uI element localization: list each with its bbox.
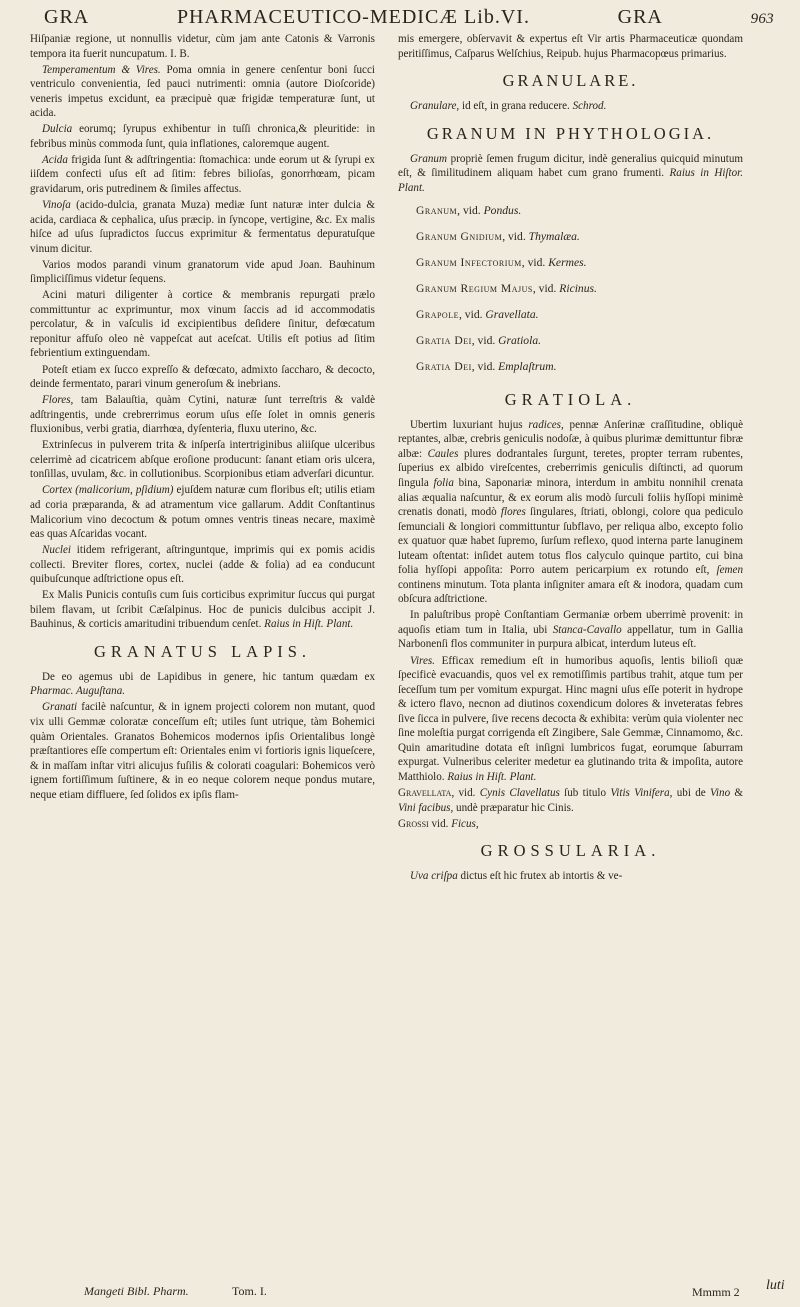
running-title: PHARMACEUTICO-MEDICÆ Lib.VI.: [176, 6, 530, 28]
section-heading-granatus-lapis: GRANATUS LAPIS.: [93, 641, 312, 661]
running-header: [44, 6, 774, 34]
cross-reference: Gratia Dei, vid. Gratiola.: [416, 334, 542, 348]
paragraph: Temperamentum & Vires. Poma omnia in genere cenſentur boni ſucci ventriculo convenientia, ſed pauci nutrimenti: omnia (autore Dioſcoride) veneris impetus excidunt, ea præcipuè quæ frigidæ temperaturæ ſunt, ut acida.: [30, 63, 375, 120]
right-column: [398, 32, 743, 1294]
section-heading-granulare: GRANULARE.: [502, 71, 639, 91]
paragraph: Nuclei itidem refrigerant, aſtringuntque, imprimis qui ex pomis acidis collecti. Breviter flores, cortex, nuclei (adde & folia) ad ea conducunt quibuſcunque adſtrictione opus eſt.: [30, 544, 375, 586]
running-head-right: GRA: [617, 6, 663, 28]
section-heading-grossularia: GROSSULARIA.: [480, 841, 661, 861]
paragraph: Flores, tam Balauſtia, quàm Cytini, naturæ ſunt terreſtris & valdè adſtringentis, unde crebrerrimus eorum uſus eſſe ſolet in omnis generis fluxionibus, verbi gratia, diarrhœa, dyſenteria, fluxu uterino, &c.: [30, 394, 375, 436]
paragraph: Ubertim luxuriant hujus radices, pennæ Anſerinæ craſſitudine, obliquè reptantes, albæ, crebris geniculis nodoſæ, à quibus plurimæ demittuntur fibræ albæ: Caules plures dodrantales ſurgunt, teretes, propter terram rubentes, ſuperius ex albido vireſcentes, creberrimis geniculis diſtincti, ad quorum ſingula folia bina, Saponariæ minora, interdum in ambitu nonnihil crenata alias æqualia naſcuntur, & ex eorum alis modò ſurculi foliis hyſſopi minimè crenatis donati, modò flores ſingulares, ſtriati, oblongi, colore qua pediculo ſemunciali & longiori committuntur ſubflavo, per reliqua albo, excepto folio ex quatuor quæ habet ſupremo, ſurſum reflexo, quod interna parte lanuginem luteam oſtentat: inſidet autem totus flos calyculo quinque partito, cui bina folia hyſſopi appoſita: Porro autem pericarpium ex rotundo eſt, ſemen continens minutum. Tota planta inſigniter amara eſt & inodora, quadam cum obſcura adſtrictione.: [398, 418, 743, 606]
paragraph: Ex Malis Punicis contuſis cum ſuis corticibus exprimitur ſuccus qui purgat bilem flavam, ut ſcribit Cæſalpinus. Hoc de punicis dulcibus accipit J. Bauhinus, & corticis amaritudini tribuendum cenſet. Raius in Hiſt. Plant.: [30, 589, 375, 631]
paragraph: Granati facilè naſcuntur, & in ignem projecti colorem non mutant, quod vix ulli Gemmæ coloratæ conceſſum eſt; utiles ſunt utrique, tàm Bohemici quàm Orientales. Granatos Bohemicos modernos ipſis Orientalibus longè præſtantiores eſſe compertum eſt: Orientales enim vi fortioris ignis liqueſcere, & in maſſam inſtar vitri alicujus fuſilis & colorati coagulari: Bohemicos verò ignem fortiſſimum ſuſtinere, & in eo neque colorem neque pondus mutare, neque etiam diffluere, ſed ſolidos ex ipſis flam-: [30, 701, 375, 801]
paragraph: Dulcia eorumq; ſyrupus exhibentur in tuſſi chronica,& pleuritide: in febribus minùs commoda ſunt, quia inflationes, caloremque augent.: [30, 123, 375, 150]
paragraph: Vires. Efficax remedium eſt in humoribus aquoſis, lentis bilioſi quæ ſpecificè evacuandis, quos vel ex remotiſſimis partibus trahit, atque tum per ſeceſſum tum per vomitum expurgat. Hinc magni uſus eſſe poterit in hydrope & ictero flavo, necnon ad diutinos coxendicum dolores & inveteratas febres ſive ſicca in pulvere, ſive recens decocta & exhibita: verùm quia violenter nec ſine moleſtia purgat corrigenda eſt Zingibere, Sale Gemmæ, Cinnamomo, &c. Quin amaritudine dotata eſt inſigni lumbricos fugat, eorumque ſaburram expurgat. Vulneribus celeriter medetur ea glutinando trita & impoſita, autore Matthiolo. Raius in Hiſt. Plant.: [398, 654, 743, 783]
paragraph: Uva criſpa dictus eſt hic frutex ab intortis & ve-: [410, 870, 623, 883]
signature-mark: Mmmm 2: [692, 1285, 740, 1299]
paragraph: Vinoſa (acido-dulcia, granata Muza) mediæ ſunt naturæ inter dulcia & acida, cardiaca & cephalica, uſus præcip. in ſyncope, vertigine, &c. Ex malis hiſce ad uſus ſupradictos ſuccus exprimitur & fermentatus depuratuſque vinum dicitur.: [30, 199, 375, 255]
page-number: 963: [750, 11, 774, 27]
paragraph: Acida frigida ſunt & adſtringentia: ſtomachica: unde eorum ut & ſyrupi ex iiſdem confecti uſus eſt ad ſitim: febres bilioſas, gonorrhœam, picam gravidarum, oris putredinem & ſimiles affectus.: [30, 153, 375, 195]
paragraph: Gravellata, vid. Cynis Clavellatus ſub titulo Vitis Vinifera, ubi de Vino & Vini facibus, undè præparatur hic Cinis.: [398, 786, 743, 814]
section-heading-gratiola: GRATIOLA.: [504, 389, 637, 409]
tome-mark: Tom. I.: [232, 1284, 267, 1298]
paragraph: Varios modos parandi vinum granatorum vide apud Joan. Bauhinum ſimpliciſſimus videtur ſequens.: [30, 258, 375, 286]
paragraph: De eo agemus ubi de Lapidibus in genere, hic tantum quædam ex Pharmac. Auguſtana.: [30, 670, 375, 698]
cross-reference: Granum Regium Majus, vid. Ricinus.: [416, 282, 597, 296]
paragraph: Extrinſecus in pulverem trita & inſperſa intertriginibus aliiſque ulceribus celerrimè ad cicatricem abſque eroſione producunt: ſanant etiam oris ulcera, tonſillas, uvulam, &c. in collutionibus. Scorpionibus etiam adverſari dicuntur.: [30, 439, 375, 481]
catchword-source: Mangeti Bibl. Pharm.: [84, 1284, 189, 1298]
paragraph: Granum propriè ſemen frugum dicitur, indè generalius quicquid minutum eſt, & ſimilitudinem aliquam habet cum grano frumenti. Raius in Hiſtor. Plant.: [398, 152, 743, 194]
paragraph: Acini maturi diligenter à cortice & membranis repurgati prælo committuntur ac exprimuntur, mox vinum ſaccis ad id accommodatis percolatur, & in vaſculis id excipientibus deſidere ſinitur, defœcatum reponitur affuſo oleo nè vappeſcat aut aceſcat. Utilis eſt potius ad ſitim febrientium extinguendam.: [30, 289, 375, 360]
paragraph: Grossi vid. Ficus,: [398, 817, 479, 830]
left-column: [30, 32, 375, 1294]
paragraph: Hiſpaniæ regione, ut nonnullis videtur, cùm jam ante Catonis & Varronis tempora ita fuerit nuncupatum. I. B.: [30, 33, 375, 60]
cross-reference: Grapole, vid. Gravellata.: [416, 308, 539, 322]
paragraph: mis emergere, obſervavit & expertus eſt Vir artis Pharmaceuticæ quondam peritiſſimus, Caſparus Welſchius, Reipub. hujus Pharmacopœus primarius.: [398, 33, 743, 60]
cross-reference: Granum, vid. Pondus.: [416, 204, 522, 218]
cross-reference-list: [398, 199, 743, 380]
cross-reference: Granum Infectorium, vid. Kermes.: [416, 256, 587, 270]
running-head-left: GRA: [44, 6, 90, 28]
paragraph: Cortex (malicorium, pſidium) ejuſdem naturæ cum floribus eſt; utilis etiam ad coria præparanda, & ad atramentum vice gallarum. Addit Conſtantinus Malicorium vino decoctum & potum omnes ventris tineas necare, maximè eas quas Aſcaridas vocant.: [30, 484, 375, 541]
catchword-next: luti: [766, 1278, 785, 1293]
paragraph: Poteſt etiam ex ſucco expreſſo & defœcato, admixto ſaccharo, & decocto, deinde fermentato, parari vinum generoſum & inebrians.: [30, 363, 375, 391]
section-heading-granum: GRANUM IN PHYTHOLOGIA.: [426, 123, 715, 143]
cross-reference: Granum Gnidium, vid. Thymalæa.: [416, 230, 580, 244]
paragraph: Granulare, id eſt, in grana reducere. Schrod.: [410, 100, 607, 113]
cross-reference: Gratia Dei, vid. Emplaſtrum.: [416, 360, 557, 374]
paragraph: In paluſtribus propè Conſtantiam Germaniæ orbem uberrimè provenit: in aquoſis etiam tum in Italia, ubi Stanca-Cavallo appellatur, tum in Gallia Narbonenſi flos communiter in purpura albicat, interdum luteus eſt.: [398, 609, 743, 651]
